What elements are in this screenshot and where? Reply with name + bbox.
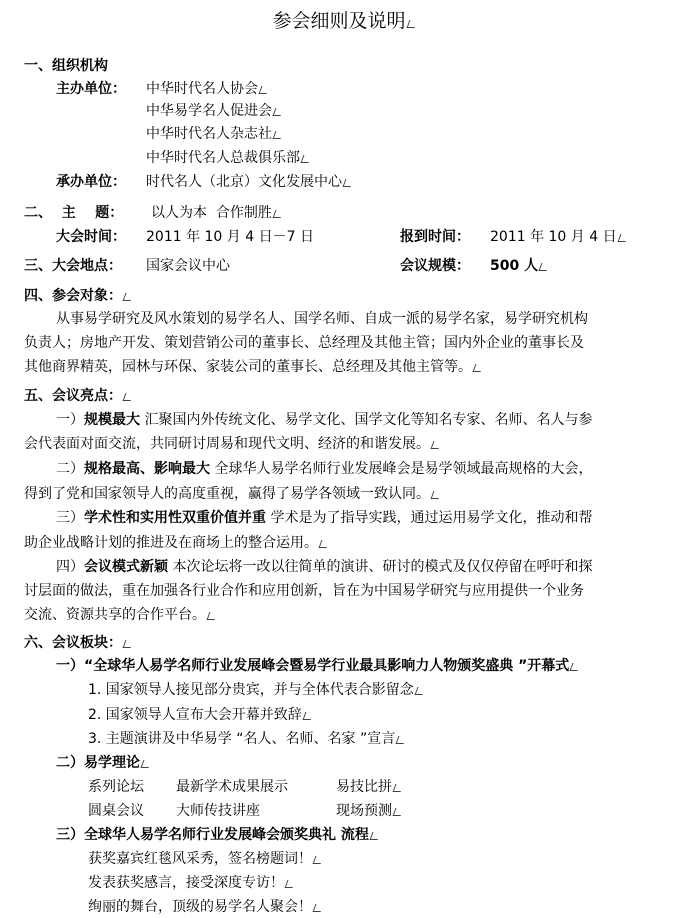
paragraph-mark-icon [313, 904, 324, 912]
paragraph-mark-icon [393, 808, 404, 816]
section1-heading: 一、组织机构 [24, 58, 108, 74]
highlight-item-cont: 得到了党和国家领导人的高度重视，赢得了易学各领域一致认同。 [24, 484, 440, 504]
paragraph-mark-icon [396, 736, 407, 744]
section3-heading: 三、大会地点： [24, 258, 122, 274]
page-title [0, 8, 688, 34]
time-value: 2011 年 10 月 4 日－7 日 [146, 229, 314, 245]
paragraph-mark-icon [431, 491, 442, 499]
paragraph-mark-icon [414, 687, 425, 695]
paragraph-mark-icon [259, 86, 270, 94]
theme-value: 以人为本 合作制胜 [151, 203, 282, 223]
venue-value: 国家会议中心 [146, 258, 230, 274]
paragraph-mark-icon [539, 263, 550, 271]
section6-heading: 六、会议板块： [24, 633, 132, 653]
paragraph-mark-icon [272, 210, 283, 218]
block3-title: 三）全球华人易学名师行业发展峰会颁奖典礼 流程 [56, 825, 379, 845]
paragraph-mark-icon [273, 131, 284, 139]
host-item: 中华时代名人总裁俱乐部 [146, 148, 310, 168]
block2-cell: 易技比拼 [336, 777, 402, 797]
paragraph-mark-icon [302, 712, 313, 720]
paragraph-mark-icon [343, 179, 354, 187]
report-value: 2011 年 10 月 4 日 [490, 227, 627, 247]
paragraph-mark-icon [141, 760, 152, 768]
block1-item: 1. 国家领导人接见部分贵宾，并与全体代表合影留念 [88, 680, 424, 700]
time-label: 大会时间： [56, 229, 126, 245]
paragraph-mark-icon [123, 640, 134, 648]
block2-cell: 系列论坛 [88, 779, 144, 795]
highlight-item-cont: 会代表面对面交流，共同研讨周易和现代文明、经济的和谐发展。 [24, 434, 440, 454]
title-text: 参会细则及说明 [272, 10, 406, 32]
host-label: 主办单位： [56, 81, 126, 97]
organizer-value: 时代名人（北京）文化发展中心 [146, 172, 352, 192]
paragraph-mark-icon [285, 880, 296, 888]
body-line: 其他商界精英，园林与环保、家装公司的董事长、总经理及其他主管等。 [24, 357, 482, 377]
highlight-item-cont: 交流、资源共享的合作平台。 [24, 605, 216, 625]
paragraph-mark-icon [123, 393, 134, 401]
paragraph-mark-icon [406, 20, 417, 28]
highlight-item-cont: 讨层面的做法，重在加强各行业合作和应用创新，旨在为中国易学研究与应用提供一个业务 [24, 583, 584, 599]
highlight-item: 四）会议模式新颖 本次论坛将一改以往简单的演讲、研讨的模式及仅仅停留在呼吁和探 [56, 559, 593, 575]
block1-title: 一）“全球华人易学名师行业发展峰会暨易学行业最具影响力人物颁奖盛典 ”开幕式 [56, 656, 579, 676]
block1-item: 3. 主题演讲及中华易学 “名人、名师、名家 ”宣言 [88, 729, 405, 749]
paragraph-mark-icon [207, 612, 218, 620]
host-item: 中华时代名人协会 [146, 79, 268, 99]
host-item: 中华易学名人促进会 [146, 101, 282, 121]
body-line: 从事易学研究及风水策划的易学名人、国学名师、自成一派的易学名家，易学研究机构 [56, 311, 588, 327]
body-line: 负责人；房地产开发、策划营销公司的董事长、总经理及其他主管；国内外企业的董事长及 [24, 335, 584, 351]
highlight-item-cont: 助企业战略计划的推进及在商场上的整合运用。 [24, 533, 328, 553]
scale-value: 500 人 [490, 256, 548, 276]
block2-cell: 最新学术成果展示 [176, 779, 288, 795]
paragraph-mark-icon [301, 155, 312, 163]
paragraph-mark-icon [393, 784, 404, 792]
block1-item: 2. 国家领导人宣布大会开幕并致辞 [88, 705, 312, 725]
section5-heading: 五、会议亮点： [24, 386, 132, 406]
block2-cell: 现场预测 [336, 801, 402, 821]
paragraph-mark-icon [319, 540, 330, 548]
block2-title: 二）易学理论 [56, 753, 150, 773]
highlight-item: 三）学术性和实用性双重价值并重 学术是为了指导实践，通过运用易学文化，推动和帮 [56, 510, 593, 526]
paragraph-mark-icon [369, 832, 380, 840]
organizer-label: 承办单位： [56, 174, 126, 190]
host-item: 中华时代名人杂志社 [146, 124, 282, 144]
highlight-item: 一）规模最大 汇聚国内外传统文化、易学文化、国学文化等知名专家、名师、名人与参 [56, 412, 593, 428]
section4-heading: 四、参会对象： [24, 286, 132, 306]
paragraph-mark-icon [123, 293, 134, 301]
block3-item: 绚丽的舞台，顶级的易学名人聚会！ [88, 897, 322, 917]
paragraph-mark-icon [617, 234, 628, 242]
paragraph-mark-icon [273, 108, 284, 116]
paragraph-mark-icon [570, 663, 581, 671]
report-label: 报到时间： [400, 229, 470, 245]
paragraph-mark-icon [431, 441, 442, 449]
block2-cell: 大师传技讲座 [176, 803, 260, 819]
paragraph-mark-icon [313, 856, 324, 864]
block3-item: 发表获奖感言，接受深度专访！ [88, 873, 294, 893]
scale-label: 会议规模： [400, 258, 470, 274]
block2-cell: 圆桌会议 [88, 803, 144, 819]
paragraph-mark-icon [473, 364, 484, 372]
section2-heading: 二、 主 题： [24, 205, 124, 221]
highlight-item: 二）规格最高、影响最大 全球华人易学名师行业发展峰会是易学领域最高规格的大会， [56, 461, 593, 477]
block3-item: 获奖嘉宾红毯风采秀，签名榜题词！ [88, 849, 322, 869]
